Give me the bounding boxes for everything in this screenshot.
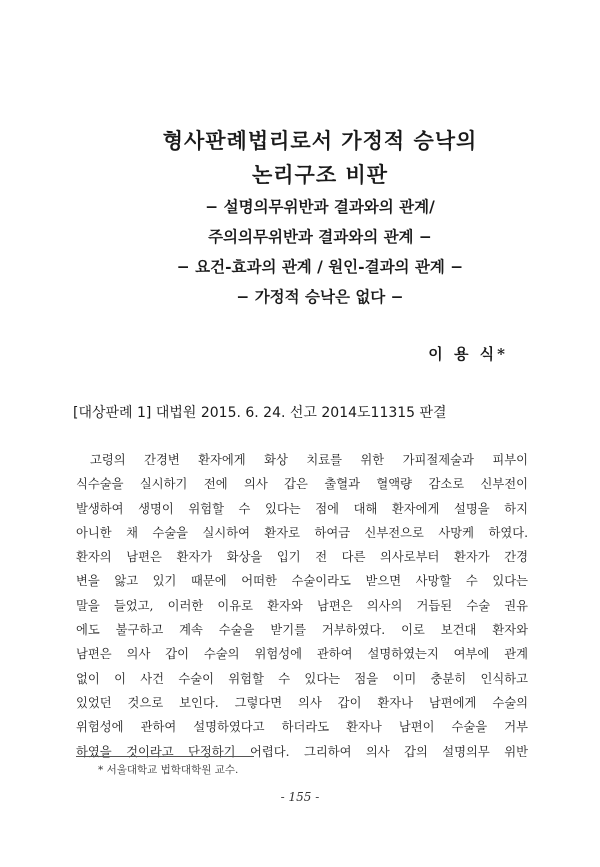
body-line: 없이 이 사건 수술이 위험할 수 있다는 점을 이미 충분히 인식하고 bbox=[76, 671, 528, 686]
body-line: 위험성에 관하여 설명하였다고 하더라도 환자나 남편이 수술을 거부 bbox=[76, 720, 528, 735]
body-line: 있었던 것으로 보인다. 그렇다면 의사 갑이 환자나 남편에게 수술의 bbox=[76, 695, 528, 710]
paper-subtitle-line-2: 주의의무위반과 결과와의 관계 − bbox=[208, 227, 432, 246]
body-line: 환자의 남편은 환자가 화상을 입기 전 다른 의사로부터 환자가 간경 bbox=[76, 550, 528, 565]
body-line: 하였을 것이라고 단정하기 어렵다. 그리하여 의사 갑의 설명의무 위반 bbox=[76, 744, 528, 759]
body-line: 에도 불구하고 계속 수술을 받기를 거부하였다. 이로 보건대 환자와 bbox=[76, 623, 528, 638]
title-block bbox=[60, 124, 580, 312]
body-line: 변을 앓고 있기 때문에 어떠한 수술이라도 받으면 사망할 수 있다는 bbox=[76, 574, 528, 589]
paper-title-line-2: 논리구조 비판 bbox=[251, 162, 389, 187]
author-footnote: * 서울대학교 법학대학원 교수. bbox=[98, 764, 239, 776]
body-line: 남편은 의사 갑이 수술의 위험성에 관하여 설명하였는지 여부에 관계 bbox=[76, 647, 528, 662]
author-name: 이 용 식* bbox=[428, 345, 508, 363]
case-heading: [대상판례 1] 대법원 2015. 6. 24. 선고 2014도11315 판결 bbox=[73, 405, 447, 421]
body-line: 발생하여 생명이 위험할 수 있다는 점에 대해 환자에게 설명을 하지 bbox=[76, 501, 528, 516]
paper-subtitle-line-4: − 가정적 승낙은 없다 − bbox=[236, 287, 404, 306]
paper-subtitle-line-3: − 요건-효과의 관계 / 원인-결과의 관계 − bbox=[176, 257, 464, 276]
paper-title-line-1: 형사판례법리로서 가정적 승낙의 bbox=[162, 128, 478, 153]
paper-subtitle-line-1: − 설명의무위반과 결과와의 관계/ bbox=[205, 197, 435, 216]
footnote-divider bbox=[76, 756, 254, 757]
body-line: 말을 들었고, 이러한 이유로 환자와 남편은 의사의 거듭된 수술 권유 bbox=[76, 598, 528, 613]
page-number: - 155 - bbox=[280, 790, 320, 804]
body-paragraph bbox=[76, 448, 528, 764]
body-line: 식수술을 실시하기 전에 의사 갑은 출혈과 혈액량 감소로 신부전이 bbox=[76, 477, 528, 492]
body-line: 고령의 간경변 환자에게 화상 치료를 위한 가피절제술과 피부이 bbox=[90, 453, 528, 467]
body-line: 아니한 채 수술을 실시하여 환자로 하여금 신부전으로 사망케 하였다. bbox=[76, 525, 528, 540]
